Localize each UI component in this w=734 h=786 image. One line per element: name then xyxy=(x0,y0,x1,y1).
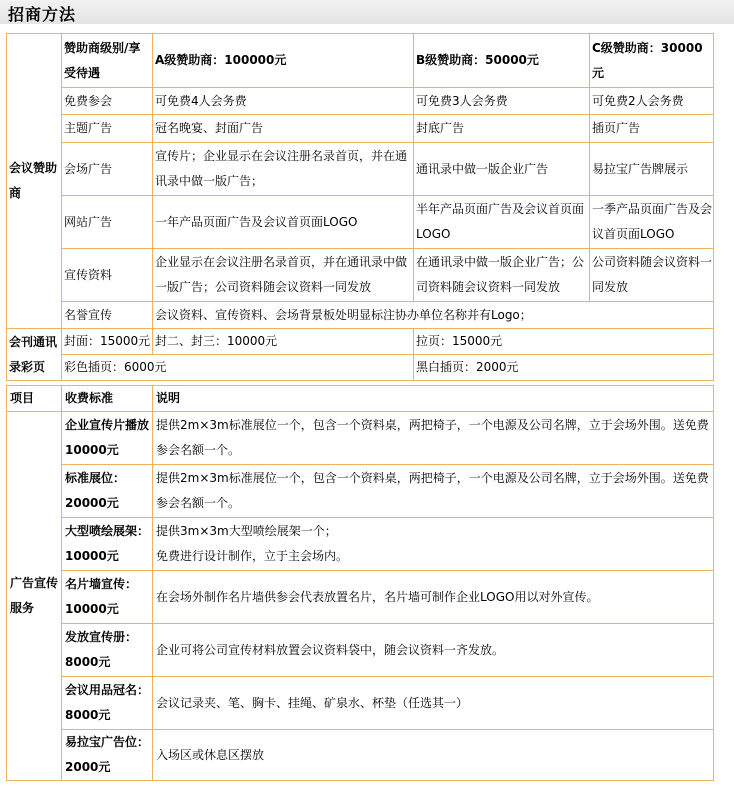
fee-cell: 大型喷绘展架：10000元 xyxy=(62,518,153,571)
row-label: 免费参会 xyxy=(62,88,153,115)
sponsor-header-row xyxy=(7,34,714,88)
fee-cell: 发放宣传册：8000元 xyxy=(62,624,153,677)
journal-row xyxy=(7,329,714,355)
table-row xyxy=(7,88,714,115)
desc-cell: 入场区或休息区摆放 xyxy=(153,730,714,781)
cell-a: 冠名晚宴、封面广告 xyxy=(153,115,414,143)
cell-b: 可免费3人会务费 xyxy=(414,88,590,115)
desc-line: 提供3m×3m大型喷绘展架一个； xyxy=(156,524,337,538)
row-label: 主题广告 xyxy=(62,115,153,143)
table-row xyxy=(7,518,714,571)
desc-cell: 提供2m×3m标准展位一个，包含一个资料桌，两把椅子，一个电源及公司名牌，立于会场外围。送免费参会名额一个。 xyxy=(153,412,714,465)
journal-row xyxy=(7,355,714,381)
cell-c: 易拉宝广告牌展示 xyxy=(590,143,714,196)
table-row xyxy=(7,302,714,329)
page-title: 招商方法 xyxy=(8,5,77,24)
section-title-bar xyxy=(0,0,734,24)
cell-a: 宣传片；企业显示在会议注册名录首页，并在通讯录中做一版广告； xyxy=(153,143,414,196)
desc-cell xyxy=(153,518,714,571)
sponsor-table xyxy=(6,33,714,381)
table-row xyxy=(7,677,714,730)
fee-cell: 易拉宝广告位：2000元 xyxy=(62,730,153,781)
table-row xyxy=(7,143,714,196)
cell-b: 通讯录中做一版企业广告 xyxy=(414,143,590,196)
journal-color-insert: 彩色插页：6000元 xyxy=(62,355,414,381)
journal-label: 会刊通讯录彩页 xyxy=(7,329,62,381)
row-label: 名誉宣传 xyxy=(62,302,153,329)
desc-header: 说明 xyxy=(153,386,714,412)
table-row xyxy=(7,465,714,518)
fee-cell: 标准展位：20000元 xyxy=(62,465,153,518)
journal-fold: 拉页：15000元 xyxy=(414,329,714,355)
table-row xyxy=(7,571,714,624)
row-label: 网站广告 xyxy=(62,196,153,249)
journal-bw-insert: 黑白插页：2000元 xyxy=(414,355,714,381)
cell-a: 一年产品页面广告及会议首页面LOGO xyxy=(153,196,414,249)
table-row xyxy=(7,196,714,249)
cell-c: 一季产品页面广告及会议首页面LOGO xyxy=(590,196,714,249)
fee-cell: 会议用品冠名：8000元 xyxy=(62,677,153,730)
row-label: 宣传资料 xyxy=(62,249,153,302)
cell-c: 公司资料随会议资料一同发放 xyxy=(590,249,714,302)
cell-b: 半年产品页面广告及会议首页面LOGO xyxy=(414,196,590,249)
table-row xyxy=(7,730,714,781)
sponsor-group-label: 会议赞助商 xyxy=(7,34,62,329)
fee-header: 收费标准 xyxy=(62,386,153,412)
journal-cover: 封面：15000元 xyxy=(62,329,153,355)
cell-b: 封底广告 xyxy=(414,115,590,143)
table-row xyxy=(7,115,714,143)
level-a-header: A级赞助商：100000元 xyxy=(153,34,414,88)
honor-text: 会议资料、宣传资料、会场背景板处明显标注协办单位名称并有Logo； xyxy=(153,302,714,329)
fee-cell: 企业宣传片播放10000元 xyxy=(62,412,153,465)
level-b-header: B级赞助商：50000元 xyxy=(414,34,590,88)
table-row xyxy=(7,412,714,465)
cell-c: 插页广告 xyxy=(590,115,714,143)
cell-a: 可免费4人会务费 xyxy=(153,88,414,115)
ads-group-label: 广告宣传服务 xyxy=(7,412,62,781)
desc-cell: 企业可将公司宣传材料放置会议资料袋中，随会议资料一齐发放。 xyxy=(153,624,714,677)
table-row xyxy=(7,624,714,677)
cell-a: 企业显示在会议注册名录首页，并在通讯录中做一版广告；公司资料随会议资料一同发放 xyxy=(153,249,414,302)
desc-line: 免费进行设计制作，立于主会场内。 xyxy=(156,549,349,563)
journal-cover2: 封二、封三：10000元 xyxy=(153,329,414,355)
row-label: 会场广告 xyxy=(62,143,153,196)
level-c-header: C级赞助商：30000元 xyxy=(590,34,714,88)
level-header: 赞助商级别/享受待遇 xyxy=(62,34,153,88)
desc-cell: 在会场外制作名片墙供参会代表放置名片，名片墙可制作企业LOGO用以对外宣传。 xyxy=(153,571,714,624)
ads-header-row xyxy=(7,386,714,412)
fee-cell: 名片墙宣传：10000元 xyxy=(62,571,153,624)
item-header: 项目 xyxy=(7,386,62,412)
cell-b: 在通讯录中做一版企业广告；公司资料随会议资料一同发放 xyxy=(414,249,590,302)
desc-cell: 会议记录夹、笔、胸卡、挂绳、矿泉水、杯垫（任选其一） xyxy=(153,677,714,730)
desc-cell: 提供2m×3m标准展位一个，包含一个资料桌，两把椅子，一个电源及公司名牌，立于会场外围。送免费参会名额一个。 xyxy=(153,465,714,518)
ads-table xyxy=(6,385,714,781)
cell-c: 可免费2人会务费 xyxy=(590,88,714,115)
table-row xyxy=(7,249,714,302)
